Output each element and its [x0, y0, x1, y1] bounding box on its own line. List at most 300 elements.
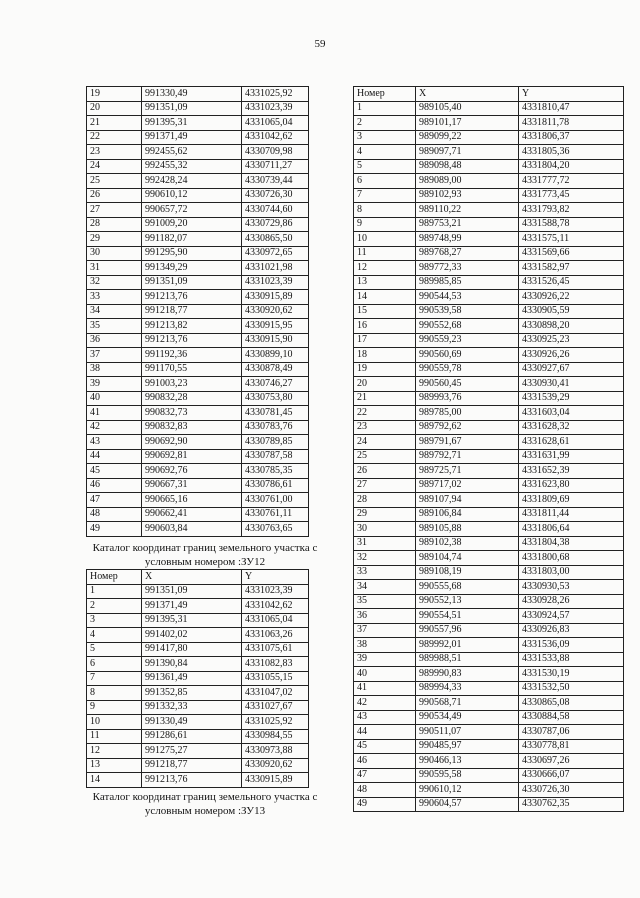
table-header-row — [354, 87, 624, 102]
coordinates-table-continued — [86, 86, 309, 537]
table-row — [87, 290, 309, 305]
table-row — [354, 594, 624, 609]
cell-number: 49 — [354, 797, 416, 812]
cell-x: 991286,61 — [142, 729, 242, 744]
cell-number: 37 — [354, 623, 416, 638]
table-row — [87, 145, 309, 160]
table-row — [354, 217, 624, 232]
cell-y: 4330787,58 — [242, 449, 309, 464]
cell-number: 34 — [87, 304, 142, 319]
cell-y: 4330920,62 — [242, 304, 309, 319]
cell-x: 989108,19 — [416, 565, 519, 580]
table-row — [354, 333, 624, 348]
cell-x: 990554,51 — [416, 609, 519, 624]
table-row — [354, 101, 624, 116]
cell-y: 4331082,83 — [242, 657, 309, 672]
cell-number: 3 — [87, 613, 142, 628]
cell-number: 42 — [87, 420, 142, 435]
table-row — [354, 681, 624, 696]
cell-y: 4330753,80 — [242, 391, 309, 406]
cell-y: 4331623,80 — [519, 478, 624, 493]
table-row — [87, 671, 309, 686]
header-x: X — [416, 87, 519, 102]
table-row — [354, 362, 624, 377]
cell-number: 39 — [354, 652, 416, 667]
cell-x: 991417,80 — [142, 642, 242, 657]
cell-x: 991351,09 — [142, 584, 242, 599]
cell-y: 4331532,50 — [519, 681, 624, 696]
table-row — [354, 609, 624, 624]
cell-number: 14 — [87, 773, 142, 788]
cell-x: 989107,94 — [416, 493, 519, 508]
cell-number: 1 — [87, 584, 142, 599]
cell-y: 4331025,92 — [242, 87, 309, 102]
table-row — [354, 565, 624, 580]
cell-x: 990667,31 — [142, 478, 242, 493]
cell-x: 990662,41 — [142, 507, 242, 522]
cell-y: 4331603,04 — [519, 406, 624, 421]
table-row — [87, 464, 309, 479]
table-row — [354, 507, 624, 522]
cell-y: 4331023,39 — [242, 275, 309, 290]
cell-y: 4331582,97 — [519, 261, 624, 276]
cell-x: 991395,31 — [142, 116, 242, 131]
cell-x: 991182,07 — [142, 232, 242, 247]
cell-x: 990610,12 — [416, 783, 519, 798]
table-row — [87, 203, 309, 218]
cell-number: 20 — [354, 377, 416, 392]
cell-y: 4330928,26 — [519, 594, 624, 609]
cell-y: 4331536,09 — [519, 638, 624, 653]
table-row — [354, 710, 624, 725]
table-row — [87, 232, 309, 247]
cell-number: 47 — [87, 493, 142, 508]
cell-x: 990832,28 — [142, 391, 242, 406]
cell-y: 4331533,88 — [519, 652, 624, 667]
cell-number: 1 — [354, 101, 416, 116]
cell-x: 991330,49 — [142, 715, 242, 730]
cell-number: 30 — [87, 246, 142, 261]
cell-number: 40 — [354, 667, 416, 682]
table-row — [354, 493, 624, 508]
table-row — [354, 797, 624, 812]
cell-number: 10 — [354, 232, 416, 247]
cell-number: 41 — [87, 406, 142, 421]
cell-y: 4331806,64 — [519, 522, 624, 537]
cell-x: 990539,58 — [416, 304, 519, 319]
cell-number: 20 — [87, 101, 142, 116]
cell-number: 49 — [87, 522, 142, 537]
table-row — [87, 729, 309, 744]
cell-number: 29 — [354, 507, 416, 522]
cell-number: 48 — [87, 507, 142, 522]
table-row — [354, 145, 624, 160]
cell-number: 10 — [87, 715, 142, 730]
cell-x: 991352,85 — [142, 686, 242, 701]
cell-number: 36 — [354, 609, 416, 624]
cell-number: 37 — [87, 348, 142, 363]
table-row — [354, 290, 624, 305]
cell-number: 34 — [354, 580, 416, 595]
coordinates-table-zu12 — [86, 569, 309, 788]
cell-y: 4331063,26 — [242, 628, 309, 643]
cell-x: 991003,23 — [142, 377, 242, 392]
cell-number: 26 — [87, 188, 142, 203]
cell-number: 22 — [354, 406, 416, 421]
cell-number: 43 — [354, 710, 416, 725]
cell-y: 4331804,38 — [519, 536, 624, 551]
cell-number: 5 — [354, 159, 416, 174]
cell-y: 4330761,11 — [242, 507, 309, 522]
table-row — [354, 768, 624, 783]
table-row — [354, 246, 624, 261]
cell-y: 4331811,78 — [519, 116, 624, 131]
cell-number: 4 — [87, 628, 142, 643]
cell-y: 4331628,61 — [519, 435, 624, 450]
cell-number: 32 — [354, 551, 416, 566]
cell-y: 4330930,41 — [519, 377, 624, 392]
cell-y: 4331569,66 — [519, 246, 624, 261]
cell-y: 4330697,26 — [519, 754, 624, 769]
cell-y: 4330762,35 — [519, 797, 624, 812]
cell-x: 990665,16 — [142, 493, 242, 508]
cell-x: 991213,76 — [142, 333, 242, 348]
cell-number: 35 — [87, 319, 142, 334]
cell-x: 989785,00 — [416, 406, 519, 421]
cell-number: 35 — [354, 594, 416, 609]
cell-x: 990657,72 — [142, 203, 242, 218]
cell-number: 19 — [354, 362, 416, 377]
table-row — [87, 715, 309, 730]
table-row — [87, 657, 309, 672]
cell-x: 990568,71 — [416, 696, 519, 711]
header-y: Y — [242, 570, 309, 585]
cell-y: 4330761,00 — [242, 493, 309, 508]
cell-y: 4330709,98 — [242, 145, 309, 160]
table-row — [87, 348, 309, 363]
cell-x: 990692,81 — [142, 449, 242, 464]
table-row — [87, 700, 309, 715]
cell-x: 991330,49 — [142, 87, 242, 102]
cell-x: 991349,29 — [142, 261, 242, 276]
cell-number: 27 — [354, 478, 416, 493]
header-y: Y — [519, 87, 624, 102]
table-row — [87, 275, 309, 290]
cell-x: 989993,76 — [416, 391, 519, 406]
cell-y: 4330915,89 — [242, 773, 309, 788]
table-row — [354, 377, 624, 392]
cell-number: 28 — [87, 217, 142, 232]
cell-number: 7 — [354, 188, 416, 203]
cell-number: 48 — [354, 783, 416, 798]
table-row — [87, 642, 309, 657]
cell-y: 4330925,23 — [519, 333, 624, 348]
cell-x: 990832,83 — [142, 420, 242, 435]
table-row — [354, 116, 624, 131]
table-row — [87, 758, 309, 773]
cell-y: 4331809,69 — [519, 493, 624, 508]
table-row — [354, 319, 624, 334]
cell-number: 8 — [87, 686, 142, 701]
cell-number: 5 — [87, 642, 142, 657]
cell-number: 25 — [87, 174, 142, 189]
table-row — [354, 783, 624, 798]
cell-x: 990557,96 — [416, 623, 519, 638]
cell-number: 3 — [354, 130, 416, 145]
cell-number: 38 — [354, 638, 416, 653]
table-row — [87, 522, 309, 537]
table-row — [354, 174, 624, 189]
table-row — [87, 174, 309, 189]
table-row — [87, 87, 309, 102]
cell-x: 989105,88 — [416, 522, 519, 537]
cell-number: 21 — [87, 116, 142, 131]
cell-number: 23 — [87, 145, 142, 160]
cell-x: 989106,84 — [416, 507, 519, 522]
cell-y: 4330924,57 — [519, 609, 624, 624]
cell-y: 4331588,78 — [519, 217, 624, 232]
table-row — [354, 406, 624, 421]
cell-y: 4331811,44 — [519, 507, 624, 522]
table-row — [87, 246, 309, 261]
cell-x: 990610,12 — [142, 188, 242, 203]
header-number: Номер — [354, 87, 416, 102]
cell-x: 990604,57 — [416, 797, 519, 812]
table-row — [354, 478, 624, 493]
table-row — [354, 522, 624, 537]
cell-y: 4330984,55 — [242, 729, 309, 744]
cell-number: 4 — [354, 145, 416, 160]
cell-y: 4331025,92 — [242, 715, 309, 730]
table-row — [87, 478, 309, 493]
cell-y: 4330729,86 — [242, 217, 309, 232]
cell-y: 4330905,59 — [519, 304, 624, 319]
cell-x: 989104,74 — [416, 551, 519, 566]
cell-x: 991009,20 — [142, 217, 242, 232]
cell-x: 989748,99 — [416, 232, 519, 247]
cell-number: 25 — [354, 449, 416, 464]
cell-x: 991295,90 — [142, 246, 242, 261]
table-row — [354, 580, 624, 595]
cell-number: 24 — [87, 159, 142, 174]
table-row — [354, 391, 624, 406]
table-row — [354, 188, 624, 203]
table-row — [87, 613, 309, 628]
table-row — [87, 493, 309, 508]
cell-number: 16 — [354, 319, 416, 334]
cell-y: 4330898,20 — [519, 319, 624, 334]
cell-y: 4330926,83 — [519, 623, 624, 638]
table-row — [87, 319, 309, 334]
cell-x: 989792,62 — [416, 420, 519, 435]
table-row — [354, 638, 624, 653]
cell-y: 4331027,67 — [242, 700, 309, 715]
cell-number: 38 — [87, 362, 142, 377]
cell-x: 990560,69 — [416, 348, 519, 363]
cell-y: 4330927,67 — [519, 362, 624, 377]
cell-x: 991213,82 — [142, 319, 242, 334]
catalog-caption-zu13: Каталог координат границ земельного участка с условным номером :ЗУ13 — [92, 791, 318, 817]
cell-x: 989105,40 — [416, 101, 519, 116]
cell-number: 30 — [354, 522, 416, 537]
cell-number: 12 — [87, 744, 142, 759]
table-row — [87, 435, 309, 450]
cell-x: 991192,36 — [142, 348, 242, 363]
table-row — [354, 739, 624, 754]
cell-x: 991351,09 — [142, 101, 242, 116]
table-row — [87, 188, 309, 203]
cell-y: 4330930,53 — [519, 580, 624, 595]
cell-number: 44 — [87, 449, 142, 464]
cell-y: 4331652,39 — [519, 464, 624, 479]
cell-x: 989099,22 — [416, 130, 519, 145]
table-row — [87, 377, 309, 392]
table-row — [354, 304, 624, 319]
cell-y: 4331777,72 — [519, 174, 624, 189]
cell-number: 23 — [354, 420, 416, 435]
cell-x: 990555,68 — [416, 580, 519, 595]
cell-number: 6 — [354, 174, 416, 189]
cell-x: 989994,33 — [416, 681, 519, 696]
cell-y: 4331530,19 — [519, 667, 624, 682]
cell-x: 991371,49 — [142, 599, 242, 614]
table-row — [87, 159, 309, 174]
cell-number: 46 — [354, 754, 416, 769]
cell-y: 4330926,22 — [519, 290, 624, 305]
cell-number: 19 — [87, 87, 142, 102]
cell-x: 989992,01 — [416, 638, 519, 653]
table-row — [354, 551, 624, 566]
table-row — [354, 203, 624, 218]
cell-number: 2 — [87, 599, 142, 614]
cell-number: 31 — [87, 261, 142, 276]
cell-x: 990692,90 — [142, 435, 242, 450]
cell-number: 21 — [354, 391, 416, 406]
cell-x: 990552,13 — [416, 594, 519, 609]
cell-y: 4330711,27 — [242, 159, 309, 174]
cell-number: 40 — [87, 391, 142, 406]
cell-y: 4330926,26 — [519, 348, 624, 363]
cell-y: 4330783,76 — [242, 420, 309, 435]
cell-number: 13 — [87, 758, 142, 773]
cell-y: 4330785,35 — [242, 464, 309, 479]
cell-y: 4331042,62 — [242, 599, 309, 614]
table-row — [87, 599, 309, 614]
cell-number: 13 — [354, 275, 416, 290]
cell-x: 991351,09 — [142, 275, 242, 290]
cell-y: 4331773,45 — [519, 188, 624, 203]
cell-y: 4330899,10 — [242, 348, 309, 363]
cell-y: 4331803,00 — [519, 565, 624, 580]
cell-y: 4330915,95 — [242, 319, 309, 334]
cell-y: 4331793,82 — [519, 203, 624, 218]
cell-y: 4331800,68 — [519, 551, 624, 566]
cell-number: 12 — [354, 261, 416, 276]
cell-y: 4330666,07 — [519, 768, 624, 783]
table-row — [354, 130, 624, 145]
cell-y: 4330786,61 — [242, 478, 309, 493]
cell-x: 989097,71 — [416, 145, 519, 160]
cell-y: 4331065,04 — [242, 613, 309, 628]
cell-number: 32 — [87, 275, 142, 290]
cell-number: 9 — [87, 700, 142, 715]
table-header-row — [87, 570, 309, 585]
cell-y: 4330726,30 — [519, 783, 624, 798]
cell-x: 990534,49 — [416, 710, 519, 725]
cell-number: 41 — [354, 681, 416, 696]
cell-number: 33 — [354, 565, 416, 580]
cell-number: 42 — [354, 696, 416, 711]
table-row — [87, 217, 309, 232]
cell-x: 991218,77 — [142, 304, 242, 319]
cell-y: 4330920,62 — [242, 758, 309, 773]
table-row — [87, 773, 309, 788]
cell-y: 4331628,32 — [519, 420, 624, 435]
cell-number: 46 — [87, 478, 142, 493]
cell-y: 4330972,65 — [242, 246, 309, 261]
cell-x: 989988,51 — [416, 652, 519, 667]
cell-number: 17 — [354, 333, 416, 348]
cell-y: 4330744,60 — [242, 203, 309, 218]
table-row — [354, 435, 624, 450]
table-row — [87, 333, 309, 348]
catalog-caption-zu12: Каталог координат границ земельного участка с условным номером :ЗУ12 — [92, 542, 318, 568]
page-number: 59 — [314, 38, 326, 50]
cell-x: 991213,76 — [142, 773, 242, 788]
cell-x: 989102,38 — [416, 536, 519, 551]
cell-y: 4331065,04 — [242, 116, 309, 131]
cell-number: 6 — [87, 657, 142, 672]
cell-x: 989717,02 — [416, 478, 519, 493]
cell-x: 989792,71 — [416, 449, 519, 464]
cell-x: 991395,31 — [142, 613, 242, 628]
cell-x: 992455,62 — [142, 145, 242, 160]
cell-x: 989753,21 — [416, 217, 519, 232]
cell-number: 36 — [87, 333, 142, 348]
table-row — [87, 744, 309, 759]
cell-y: 4330884,58 — [519, 710, 624, 725]
table-row — [354, 449, 624, 464]
table-row — [87, 261, 309, 276]
cell-y: 4331047,02 — [242, 686, 309, 701]
cell-y: 4330878,49 — [242, 362, 309, 377]
table-row — [87, 116, 309, 131]
table-row — [87, 101, 309, 116]
cell-x: 990559,78 — [416, 362, 519, 377]
cell-y: 4330865,08 — [519, 696, 624, 711]
cell-number: 47 — [354, 768, 416, 783]
table-row — [354, 754, 624, 769]
cell-y: 4331075,61 — [242, 642, 309, 657]
cell-x: 989101,17 — [416, 116, 519, 131]
cell-x: 990552,68 — [416, 319, 519, 334]
cell-y: 4330739,44 — [242, 174, 309, 189]
cell-y: 4330915,90 — [242, 333, 309, 348]
cell-number: 2 — [354, 116, 416, 131]
cell-number: 9 — [354, 217, 416, 232]
cell-number: 11 — [87, 729, 142, 744]
table-row — [354, 420, 624, 435]
cell-number: 45 — [354, 739, 416, 754]
cell-y: 4331806,37 — [519, 130, 624, 145]
cell-number: 26 — [354, 464, 416, 479]
header-number: Номер — [87, 570, 142, 585]
table-row — [87, 686, 309, 701]
table-row — [87, 507, 309, 522]
cell-x: 990832,73 — [142, 406, 242, 421]
cell-y: 4331023,39 — [242, 584, 309, 599]
cell-y: 4330746,27 — [242, 377, 309, 392]
